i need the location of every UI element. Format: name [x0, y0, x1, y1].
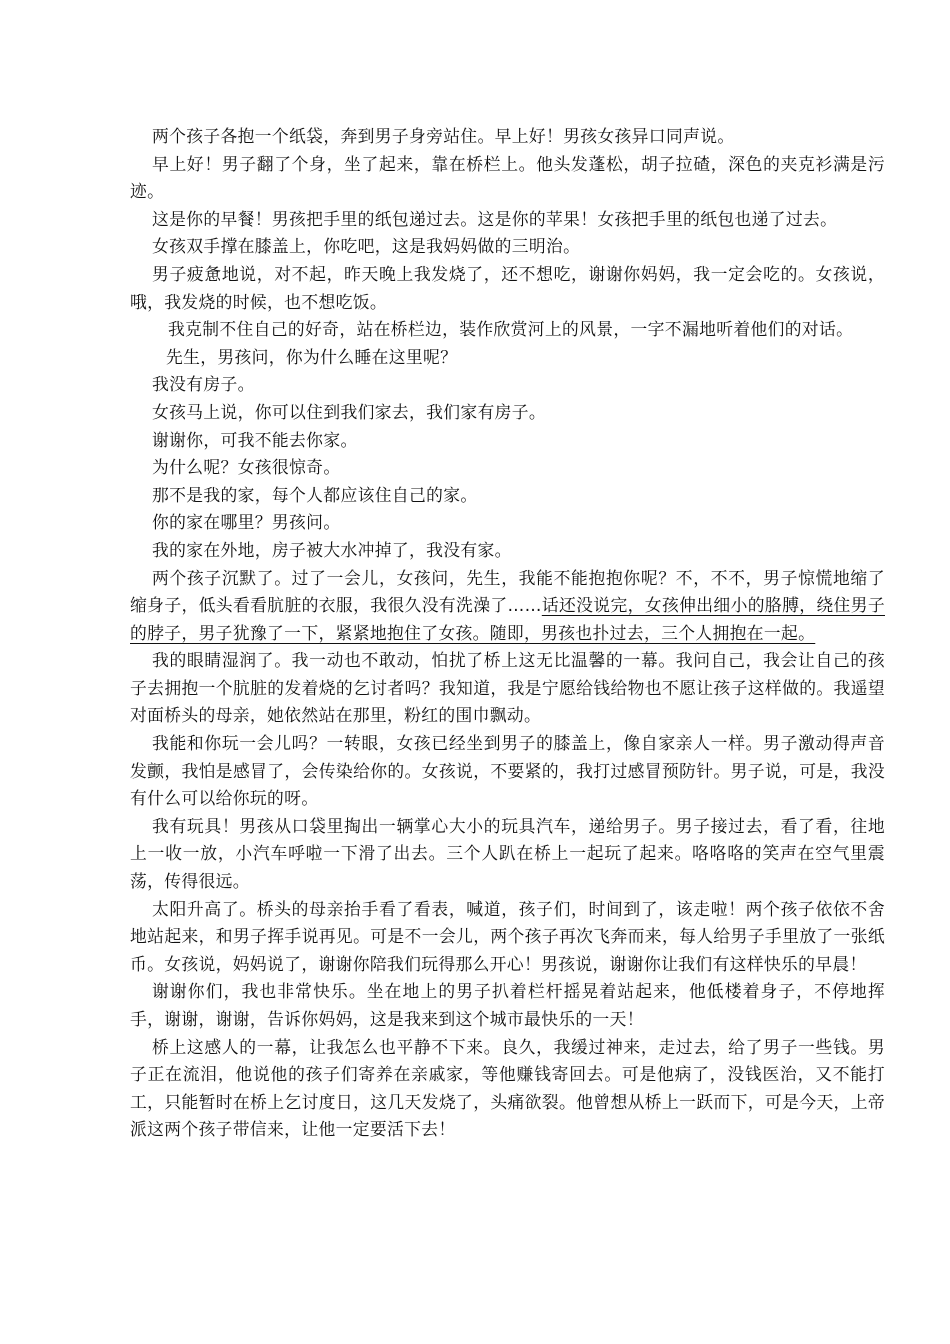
paragraph: 太阳升高了。桥头的母亲抬手看了看表，喊道，孩子们，时间到了，该走啦！两个孩子依依不舍地站起来，和男子挥手说再见。可是不一会儿，两个孩子再次飞奔而来，每人给男子手里放了一张纸币。女孩说，妈妈说了，谢谢你陪我们玩得那么开心！男孩说，谢谢你让我们有这样快乐的早晨！: [130, 898, 885, 974]
paragraph: 谢谢你们，我也非常快乐。坐在地上的男子扒着栏杆摇晃着站起来，他低楼着身子，不停地挥手，谢谢，谢谢，告诉你妈妈，这是我来到这个城市最快乐的一天！: [130, 981, 885, 1029]
paragraph: 我没有房子。: [152, 374, 255, 395]
paragraph: 我有玩具！男孩从口袋里掏出一辆掌心大小的玩具汽车，递给男子。男子接过去，看了看，往地上一收一放，小汽车呼啦一下滑了出去。三个人趴在桥上一起玩了起来。咯咯咯的笑声在空气里震荡，传得很远。: [130, 815, 885, 892]
paragraph: 我的家在外地，房子被大水冲掉了，我没有家。: [152, 539, 512, 560]
paragraph: 桥上这感人的一幕，让我怎么也平静不下来。良久，我缓过神来，走过去，给了男子一些钱。男子正在流泪，他说他的孩子们寄养在亲戚家，等他赚钱寄回去。可是他病了，没钱医治，又不能打工，只能暂时在桥上乞讨度日，这几天发烧了，头痛欲裂。他曾想从桥上一跃而下，可是今天，上帝派这两个孩子带信来，让他一定要活下去！: [130, 1036, 885, 1140]
paragraph: 女孩马上说，你可以住到我们家去，我们家有房子。: [152, 401, 547, 422]
paragraph: 为什么呢？女孩很惊奇。: [152, 457, 341, 478]
paragraph: 我的眼睛湿润了。我一动也不敢动，怕扰了桥上这无比温馨的一幕。我问自己，我会让自己的孩子去拥抱一个肮脏的发着烧的乞讨者吗？我知道，我是宁愿给钱给物也不愿让孩子这样做的。我遥望对面桥头的母亲，她依然站在那里，粉红的围巾飘动。: [130, 650, 885, 726]
paragraph: 这是你的早餐！男孩把手里的纸包递过去。这是你的苹果！女孩把手里的纸包也递了过去。: [152, 208, 838, 229]
document-body: [130, 123, 885, 1144]
paragraph: 那不是我的家，每个人都应该住自己的家。: [152, 484, 478, 505]
underlined-paragraph: [130, 565, 885, 648]
paragraph: 男子疲惫地说，对不起，昨天晚上我发烧了，还不想吃，谢谢你妈妈，我一定会吃的。女孩说，哦，我发烧的时候，也不想吃饭。: [130, 263, 885, 312]
paragraph: 我克制不住自己的好奇，站在桥栏边，装作欣赏河上的风景，一字不漏地听着他们的对话。: [168, 319, 854, 340]
paragraph: 女孩双手撑在膝盖上，你吃吧，这是我妈妈做的三明治。: [152, 236, 581, 257]
paragraph: 我能和你玩一会儿吗？一转眼，女孩已经坐到男子的膝盖上，像自家亲人一样。男子激动得声音发颤，我怕是感冒了，会传染给你的。女孩说，不要紧的，我打过感冒预防针。男子说，可是，我没有什么可以给你玩的呀。: [130, 733, 885, 809]
paragraph: 早上好！男子翻了个身，坐了起来，靠在桥栏上。他头发蓬松，胡子拉碴，深色的夹克衫满是污迹。: [130, 153, 885, 202]
paragraph: 你的家在哪里？男孩问。: [152, 512, 341, 533]
paragraph: 两个孩子各抱一个纸袋，奔到男子身旁站住。早上好！男孩女孩异口同声说。: [152, 126, 735, 146]
underlined-passage: 话还没说完，女孩伸出细小的胳膊，绕住男子的脖子，男子犹豫了一下，紧紧地抱住了女孩。随即，男孩也扑过去，三个人拥抱在一起。: [130, 595, 885, 643]
paragraph: 先生，男孩问，你为什么睡在这里呢？: [166, 346, 458, 367]
paragraph: 谢谢你，可我不能去你家。: [152, 429, 358, 450]
paragraph-text: 两个孩子沉默了。过了一会儿，女孩问，先生，我能不能抱抱你呢？不，不不，男子惊慌地缩了缩身子，低头看看肮脏的衣服，我很久没有洗澡了……: [130, 567, 885, 616]
